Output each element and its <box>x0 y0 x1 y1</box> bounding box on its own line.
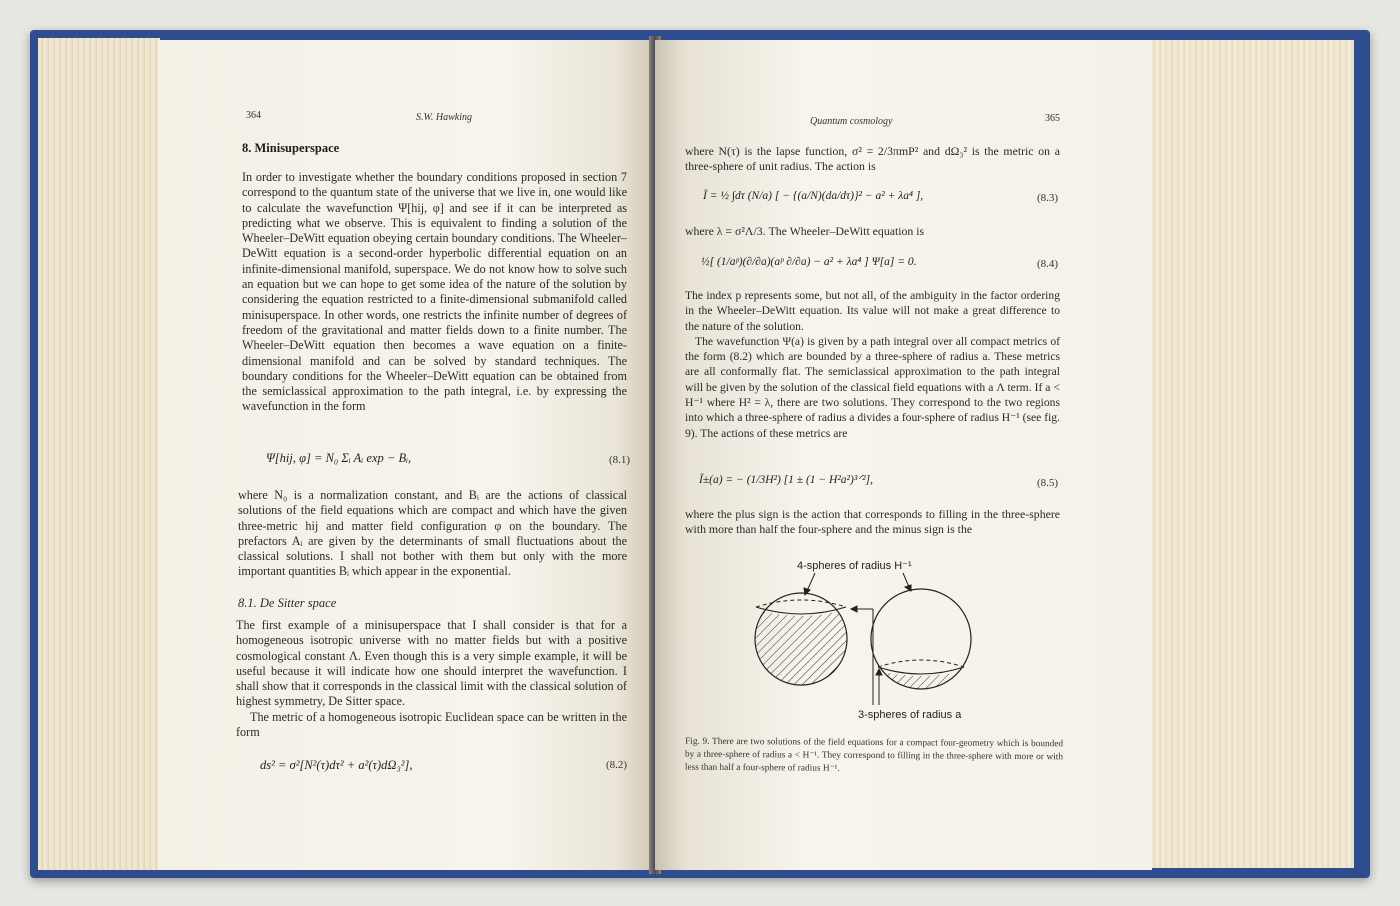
right-page-number: 365 <box>1045 113 1060 124</box>
right-para2-text: where λ = σ²Λ/3. The Wheeler–DeWitt equation is <box>685 224 925 238</box>
figure-label-bottom: 3-spheres of radius a <box>858 709 962 721</box>
left-running-head: S.W. Hawking <box>416 112 473 123</box>
left-para1-text: In order to investigate whether the boundary conditions proposed in section 7 correspond to the quantum state of the universe that we live in, one would like to calculate the wavefunction Ψ[hij, φ] and see if it can be interpreted as predicting what we observe. This is equivalent to finding a solution of the Wheeler–DeWitt equation obeying certain boundary conditions. The Wheeler–DeWitt equation is a second-order hyperbolic differential equation on an infinite-dimensional manifold, superspace. We do not know how to solve such an equation but we can hope to get some idea of the nature of the solution by considering the equation restricted to a finite-dimensional submanifold called minisuperspace. In other words, one restricts the infinite number of degrees of freedom of the gravitational and matter fields down to a finite number. The Wheeler–DeWitt equation then becomes a wave equation on a finite-dimensional manifold and can be solved by standard techniques. The boundary conditions for the Wheeler–DeWitt equation can be obtained from the semiclassical approximation to the path integral, i.e. by expressing the wavefunction in the form <box>242 170 627 414</box>
left-page-number: 364 <box>246 110 261 121</box>
right-para5-text: where the plus sign is the action that corresponds to filling in the three-sphere with more than half the four-sphere and the minus sign is the <box>685 507 1060 537</box>
left-paragraph-2 <box>238 488 627 580</box>
section-title: 8. Minisuperspace <box>242 141 340 155</box>
equation-8-1: Ψ[hij, φ] = N₀ Σᵢ Aᵢ exp − Bᵢ, <box>266 451 412 465</box>
page-edges-left <box>38 38 160 870</box>
left-para2-text: where N₀ is a normalization constant, and Bᵢ are the actions of classical solutions of the field equations which are compact and which have the given three-metric hij and matter field configuration φ on the boundary. The prefactors Aᵢ are given by the determinants of small fluctuations about the classical solutions. I shall not bother with them but only with the more important quantities Bᵢ which appear in the exponential. <box>238 488 627 579</box>
equation-8-4: ½[ (1/aᵖ)(∂/∂a)(aᵖ ∂/∂a) − a² + λa⁴ ] Ψ[a] = 0. <box>701 256 917 268</box>
right-para4-text: The wavefunction Ψ(a) is given by a path integral over all compact metrics of the form (8.2) which are bounded by a three-sphere of radius a. These metrics are all conformally flat. The semiclassical approximation to the path integral will be given by the solution of the classical field equations with a Λ term. If a < H⁻¹ where H² = λ, there are two solutions. They correspond to the two regions into which a three-sphere of radius a divides a four-sphere of radius H⁻¹ (see fig. 9). The actions of these metrics are <box>685 334 1060 440</box>
right-running-head: Quantum cosmology <box>810 116 893 127</box>
left-paragraph-1 <box>242 170 627 415</box>
right-page <box>655 40 1152 870</box>
figure-label-top: 4-spheres of radius H⁻¹ <box>797 560 912 572</box>
left-paragraph-3 <box>236 618 627 740</box>
left-para4-text: The metric of a homogeneous isotropic Euclidean space can be written in the form <box>236 709 627 740</box>
right-para1-text: where N(τ) is the lapse function, σ² = 2/3πmP² and dΩ₃² is the metric on a three-sphere of unit radius. The action is <box>685 144 1060 174</box>
equation-8-2: ds² = σ²[N²(τ)dτ² + a²(τ)dΩ₃²], <box>260 758 413 772</box>
left-para3-text: The first example of a minisuperspace that I shall consider is that for a homogeneous isotropic universe with no matter fields but with a positive cosmological constant Λ. Even though this is a very simple example, it will be useful because it will indicate how one should interpret the wavefunction. I shall show that it corresponds in the classical limit with the classical solution of highest symmetry, De Sitter space. <box>236 618 627 709</box>
equation-8-3-number: (8.3) <box>1037 192 1059 204</box>
right-paragraph-5 <box>685 507 1060 538</box>
right-four-sphere <box>871 589 971 695</box>
figure-9 <box>745 555 985 725</box>
subsection-title: 8.1. De Sitter space <box>238 596 337 610</box>
left-four-sphere <box>749 593 853 695</box>
left-page <box>158 40 655 870</box>
right-paragraph-1 <box>685 144 1060 175</box>
equation-8-5-number: (8.5) <box>1037 477 1059 489</box>
equation-8-3: Ĩ = ½ ∫dτ (N/a) [ − {(a/N)(da/dτ)}² − a² + λa⁴ ], <box>703 190 924 202</box>
right-para3-text: The index p represents some, but not all, of the ambiguity in the factor ordering in the Wheeler–DeWitt equation. Its value will not make a great difference to the nature of the solution. <box>685 289 1060 333</box>
four-spheres-diagram <box>745 555 985 725</box>
right-paragraph-3 <box>685 288 1060 441</box>
right-paragraph-2 <box>685 224 1060 239</box>
equation-8-5: Ĩ±(a) = − (1/3H²) [1 ± (1 − H²a²)³ᐟ²], <box>699 474 873 486</box>
equation-8-1-number: (8.1) <box>609 454 631 466</box>
equation-8-4-number: (8.4) <box>1037 258 1059 270</box>
figure-9-caption: Fig. 9. There are two solutions of the field equations for a compact four-geometry which is bounded by a three-sphere of radius a < H⁻¹. They correspond to filling in the three-sphere with more or with less than half a four-sphere of radius H⁻¹. <box>684 736 1064 774</box>
page-edges-right <box>1150 40 1354 868</box>
equation-8-2-number: (8.2) <box>606 759 628 771</box>
